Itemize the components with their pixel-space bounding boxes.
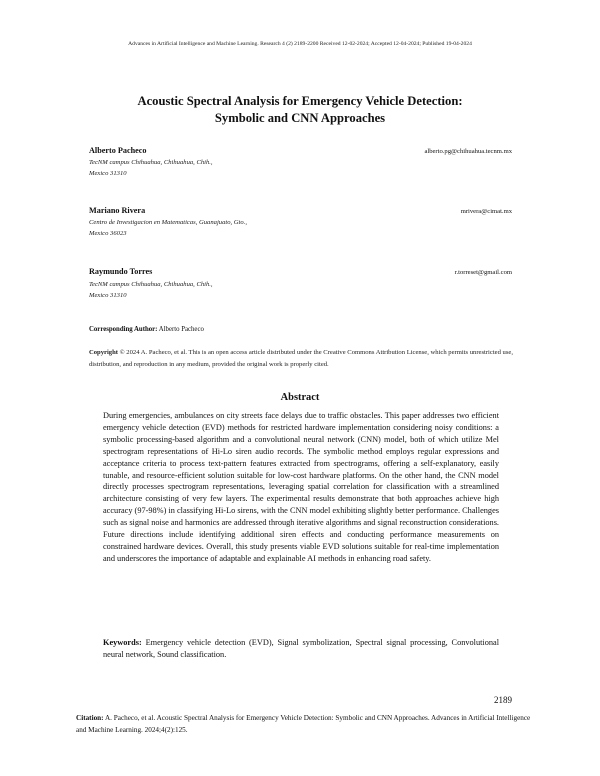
author-email[interactable]: alberto.pg@chihuahua.tecnm.mx: [424, 148, 512, 155]
abstract-heading: Abstract: [280, 392, 320, 403]
author-email[interactable]: mrivera@cimat.mx: [460, 208, 512, 215]
keywords-label: Keywords:: [103, 638, 142, 647]
page-number: 2189: [494, 695, 512, 705]
citation-label: Citation:: [76, 714, 104, 722]
affiliation-line: TecNM campus Chihuahua, Chihuahua, Chih.,: [89, 159, 213, 166]
author-name: Mariano Rivera: [89, 206, 146, 215]
author-name: Raymundo Torres: [89, 267, 153, 276]
author-affiliation: [89, 157, 213, 179]
affiliation-line: Mexico 36023: [89, 230, 127, 238]
title-line-2: Symbolic and CNN Approaches: [214, 111, 386, 125]
affiliation-line: Mexico 31310: [89, 170, 127, 178]
citation-text: A. Pacheco, et al. Acoustic Spectral Analysis for Emergency Vehicle Detection: Symbolic and CNN Approaches. Advances in Artificial Intelligence and Machine Learning. 2024;4(2):125.: [76, 714, 531, 734]
corresponding-name: Alberto Pacheco: [158, 326, 204, 333]
copyright-text: © 2024 A. Pacheco, et al. This is an open access article distributed under the Creative Commons Attribution License, which permits unrestricted use, distribution, and reproduction in any medium, provided the original work is properly cited.: [89, 349, 513, 368]
affiliation-line: TecNM campus Chihuahua, Chihuahua, Chih.,: [89, 281, 213, 288]
journal-header: Advances in Artificial Intelligence and Machine Learning. Research 4 (2) 2189-2200 Received 12-02-2024; Accepted 12-04-2024; Published 19-04-2024: [128, 41, 472, 47]
paper-title: [60, 93, 540, 127]
corresponding-label: Corresponding Author:: [89, 326, 158, 333]
title-line-1: Acoustic Spectral Analysis for Emergency Vehicle Detection:: [137, 94, 463, 108]
author-affiliation: [89, 217, 247, 239]
citation: [76, 713, 532, 736]
keywords: [103, 637, 499, 661]
affiliation-line: Mexico 31310: [89, 292, 127, 300]
author-affiliation: [89, 279, 213, 301]
author-email[interactable]: r.torreset@gmail.com: [454, 269, 512, 276]
copyright-label: Copyright: [89, 349, 118, 356]
corresponding-author: [89, 326, 204, 333]
author-name: Alberto Pacheco: [89, 146, 147, 155]
affiliation-line: Centro de Investigacion en Matematicas, Guanajuato, Gto.,: [89, 219, 247, 226]
abstract-text: During emergencies, ambulances on city streets face delays due to traffic obstacles. This paper addresses two efficient emergency vehicle detection (EVD) methods for restricted hardware implementation considering noisy conditions: a symbolic processing-based algorithm and a convolutional neural network (CNN) model, both of which utilize Mel spectrogram representations of Hi-Lo siren audio records. The symbolic method employs regular expressions and acceptance criteria to process text-pattern features extracted from spectrograms, offering a self-explanatory, easily tunable, and resource-efficient solution suitable for low-cost hardware platforms. On the other hand, the CNN model directly processes spectrogram representations, leveraging spatial correlation for classification with a streamlined architecture consisting of very few layers. The experimental results demonstrate that both approaches achieve high accuracy (97-98%) in classifying Hi-Lo sirens, with the CNN model exhibiting slightly better performance. Challenges such as signal noise and harmonics are addressed through iterative algorithms and signal reconstruction considerations. Future directions include identifying additional siren effects and conducting performance measurements on constrained hardware devices. Overall, this study presents viable EVD solutions suitable for real-time implementation and underscores the importance of adaptable and explainable AI methods in enhancing road safety.: [103, 411, 499, 563]
copyright-notice: [89, 347, 513, 371]
keywords-text: Emergency vehicle detection (EVD), Signal symbolization, Spectral signal processing, Convolutional neural network, Sound classification.: [103, 638, 500, 659]
